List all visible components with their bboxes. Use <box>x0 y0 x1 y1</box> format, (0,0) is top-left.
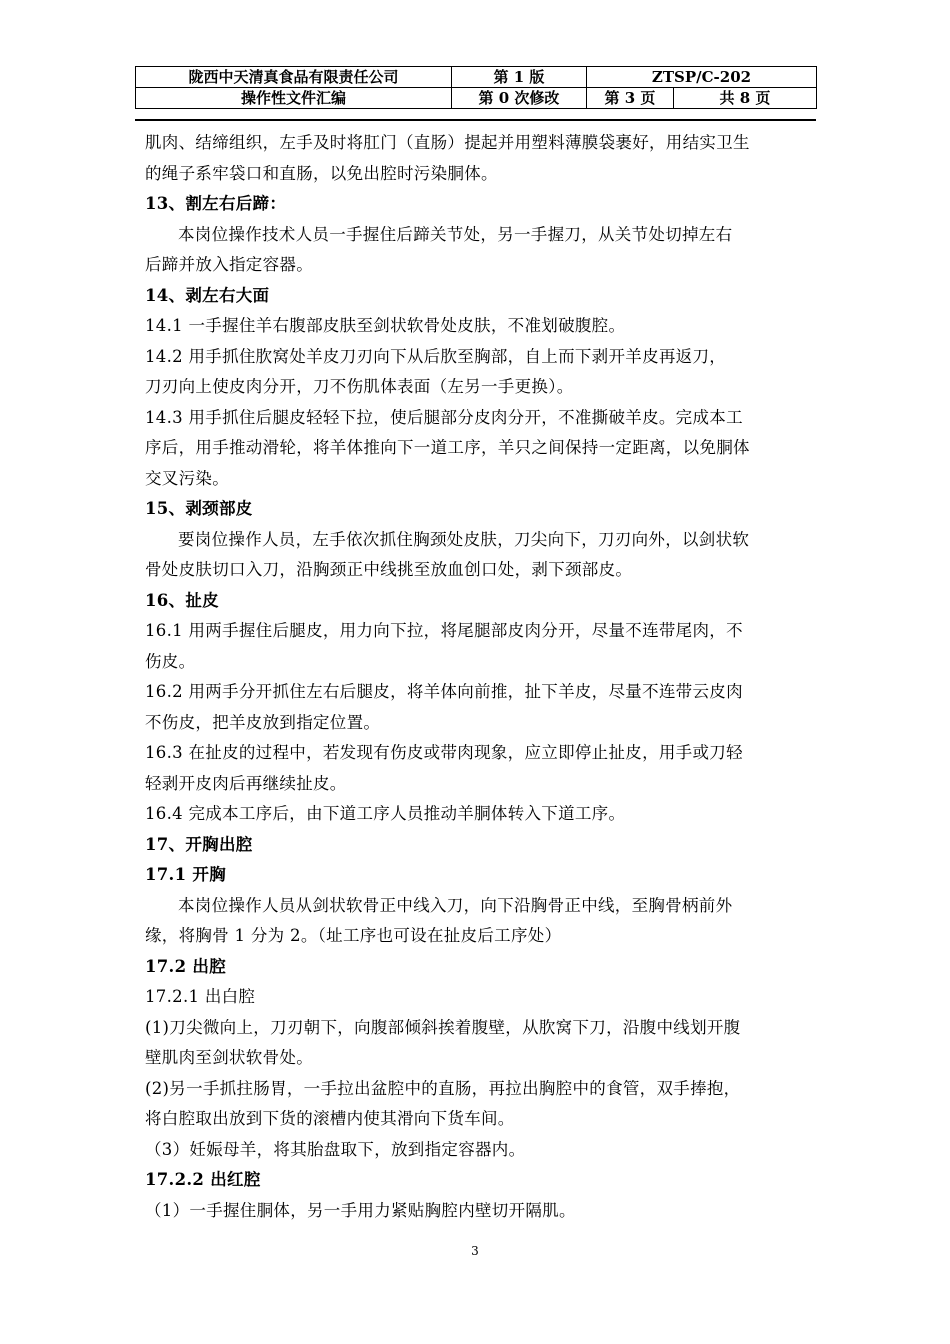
paragraph-line: 伤皮。 <box>145 651 196 671</box>
paragraph-line: 16.1 用两手握住后腿皮，用力向下拉，将尾腿部皮肉分开，尽量不连带尾肉，不 <box>145 621 743 640</box>
paragraph-line: 序后，用手推动滑轮，将羊体推向下一道工序，羊只之间保持一定距离，以免胴体 <box>145 438 750 457</box>
document-title: 操作性文件汇编 <box>136 88 452 109</box>
header-table <box>135 66 817 109</box>
paragraph-line: 14.2 用手抓住肷窝处羊皮刀刃向下从后肷至胸部，自上而下剥开羊皮再返刀， <box>145 346 727 366</box>
section-heading: 13、割左右后蹄： <box>145 194 287 213</box>
document-body <box>145 128 813 1226</box>
section-heading: 14、剥左右大面 <box>145 285 270 305</box>
paragraph-line: 14.3 用手抓住后腿皮轻轻下拉，使后腿部分皮肉分开，不准撕破羊皮。完成本工 <box>145 407 743 427</box>
paragraph-line: 壁肌肉至剑状软骨处。 <box>145 1048 313 1067</box>
paragraph-line: 16.4 完成本工序后，由下道工序人员推动羊胴体转入下道工序。 <box>145 804 626 823</box>
paragraph-line: (1)刀尖微向上，刀刃朝下，向腹部倾斜挨着腹壁，从肷窝下刀，沿腹中线划开腹 <box>145 1017 741 1037</box>
document-code: ZTSP/C-202 <box>587 67 817 88</box>
section-heading: 16、扯皮 <box>145 590 219 610</box>
paragraph-line: 16.3 在扯皮的过程中，若发现有伤皮或带肉现象，应立即停止扯皮，用手或刀轻 <box>145 743 743 762</box>
paragraph-line: (2)另一手抓拄肠胃，一手拉出盆腔中的直肠，再拉出胸腔中的食管，双手捧抱， <box>145 1078 741 1098</box>
paragraph-line: 骨处皮肤切口入刀，沿胸颈正中线挑至放血创口处，剥下颈部皮。 <box>145 560 633 579</box>
edition: 第 1 版 <box>452 67 587 88</box>
header-row-2 <box>136 88 817 109</box>
header-rule <box>135 119 816 121</box>
total-pages: 共 8 页 <box>674 88 817 109</box>
section-heading: 17.1 开胸 <box>145 865 227 884</box>
paragraph-line: 16.2 用两手分开抓住左右后腿皮，将羊体向前推，扯下羊皮，尽量不连带云皮肉 <box>145 682 743 701</box>
paragraph-line: 本岗位操作技术人员一手握住后蹄关节处，另一手握刀，从关节处切掉左右 <box>178 224 733 244</box>
paragraph-line: 的绳子系牢袋口和直肠，以免出腔时污染胴体。 <box>145 163 498 183</box>
section-heading: 15、剥颈部皮 <box>145 499 253 518</box>
paragraph-line: 后蹄并放入指定容器。 <box>145 255 313 274</box>
paragraph-line: （3）妊娠母羊，将其胎盘取下，放到指定容器内。 <box>145 1139 526 1159</box>
paragraph-line: 缘，将胸骨 1 分为 2。（址工序也可设在扯皮后工序处） <box>145 926 562 945</box>
revision: 第 0 次修改 <box>452 88 587 109</box>
page-indicator: 第 3 页 <box>587 88 674 109</box>
paragraph-line: 14.1 一手握住羊右腹部皮肤至剑状软骨处皮肤，不准划破腹腔。 <box>145 316 626 335</box>
header-row-1 <box>136 67 817 88</box>
paragraph-line: 刀刃向上使皮肉分开，刀不伤肌体表面（左另一手更换）。 <box>145 377 574 396</box>
paragraph-line: 17.2.1 出白腔 <box>145 987 256 1006</box>
paragraph-line: 不伤皮，把羊皮放到指定位置。 <box>145 712 381 732</box>
section-heading: 17.2.2 出红腔 <box>145 1170 261 1189</box>
paragraph-line: 本岗位操作人员从剑状软骨正中线入刀，向下沿胸骨正中线，至胸骨柄前外 <box>178 895 733 915</box>
paragraph-line: 肌肉、结缔组织，左手及时将肛门（直肠）提起并用塑料薄膜袋裹好，用结实卫生 <box>145 133 750 152</box>
paragraph-line: 轻剥开皮肉后再继续扯皮。 <box>145 773 347 793</box>
company-name: 陇西中天清真食品有限责任公司 <box>136 67 452 88</box>
paragraph-line: （1）一手握住胴体，另一手用力紧贴胸腔内壁切开隔肌。 <box>145 1200 576 1220</box>
section-heading: 17、开胸出腔 <box>145 834 253 854</box>
page-number: 3 <box>471 1244 479 1258</box>
section-heading: 17.2 出腔 <box>145 956 227 976</box>
paragraph-line: 要岗位操作人员，左手依次抓住胸颈处皮肤，刀尖向下，刀刃向外，以剑状软 <box>178 529 750 549</box>
paragraph-line: 交叉污染。 <box>145 468 229 488</box>
paragraph-line: 将白腔取出放到下货的滚槽内使其滑向下货车间。 <box>145 1109 515 1128</box>
